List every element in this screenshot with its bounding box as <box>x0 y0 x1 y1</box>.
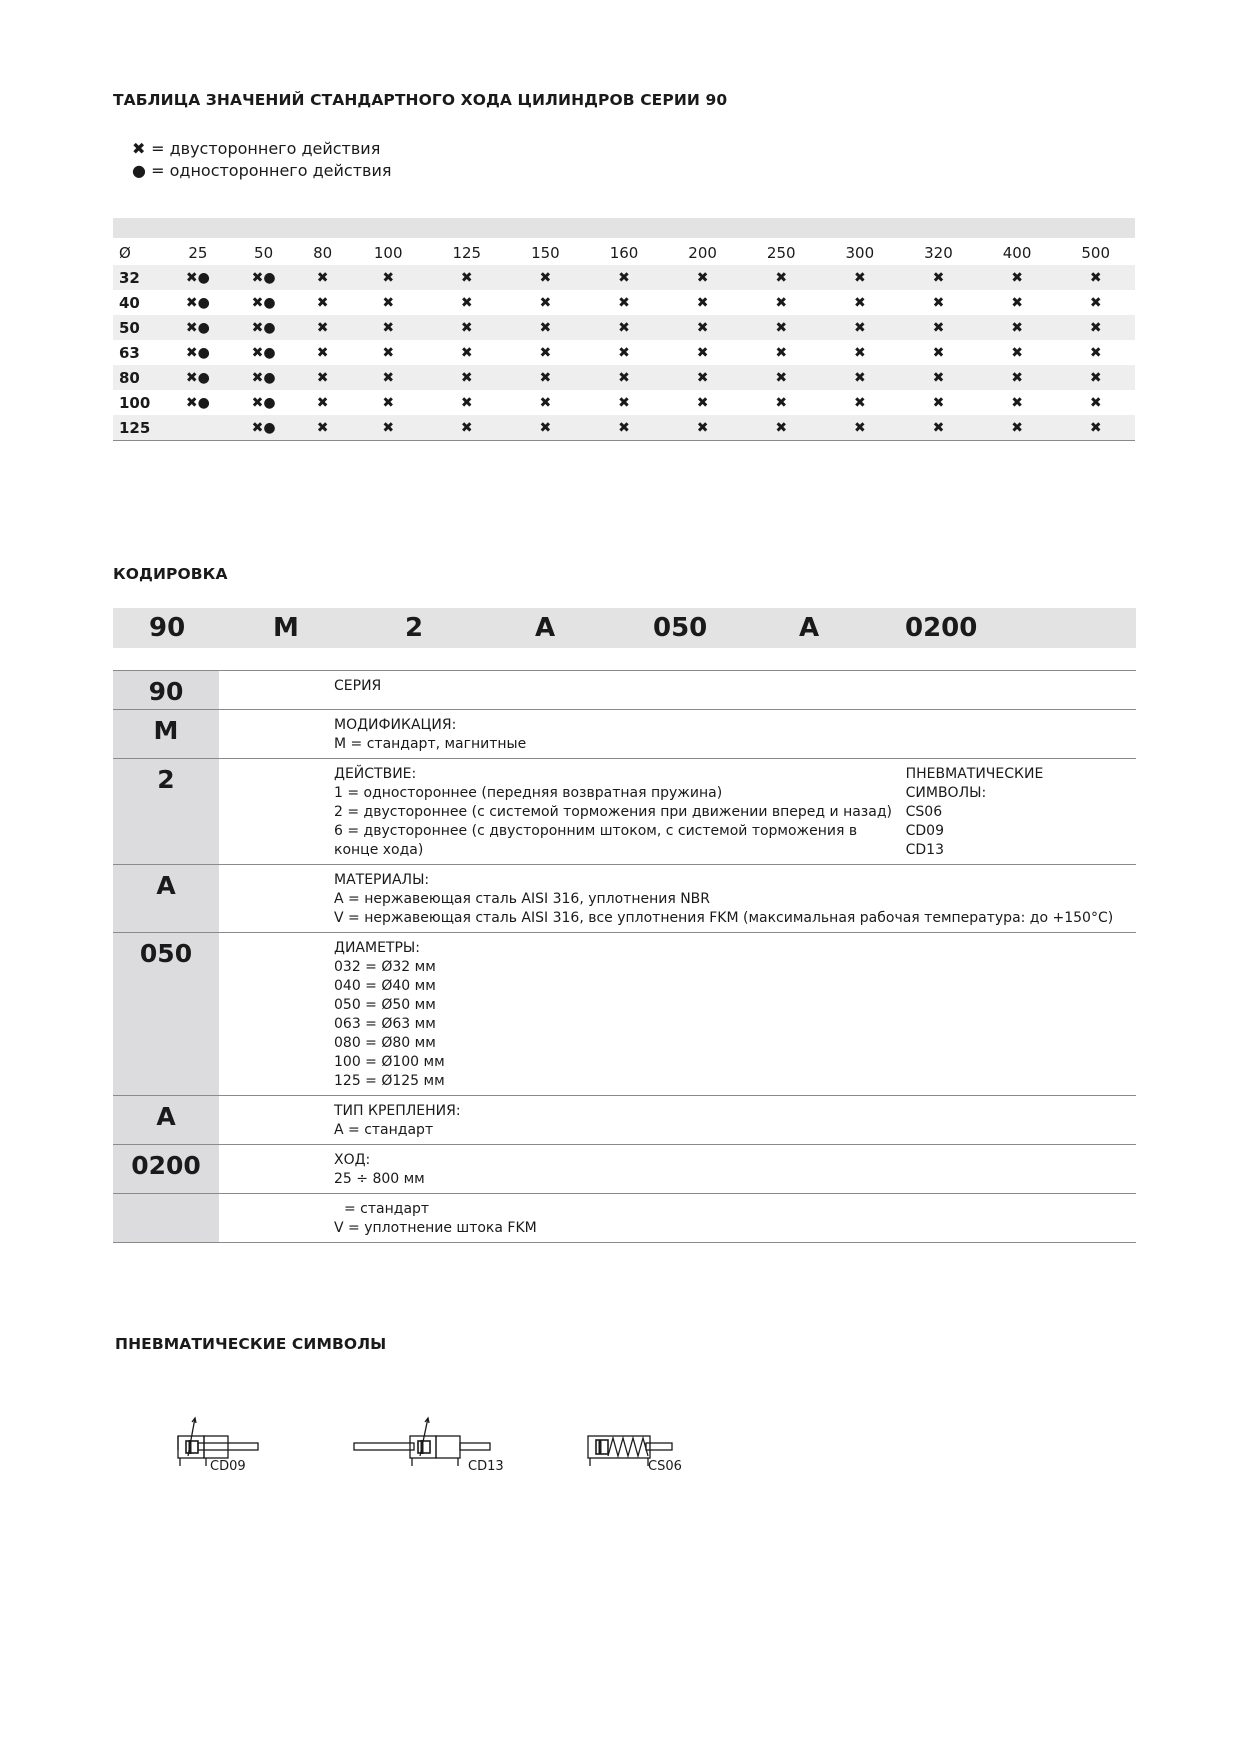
stroke-availability-cell: ✖ <box>853 394 866 411</box>
coding-row-materials <box>113 865 1136 933</box>
stroke-availability-cell: ✖ <box>821 415 900 441</box>
desc-line: 2 = двустороннее (с системой торможения при движении вперед и назад) <box>334 804 892 820</box>
stroke-column-header: 100 <box>373 243 403 262</box>
stroke-column-header: 250 <box>766 243 796 262</box>
diameter-cell: 125 <box>113 415 165 441</box>
stroke-column-header: 500 <box>1081 243 1110 262</box>
legend-item-double <box>132 138 391 160</box>
stroke-availability-cell: ✖ <box>1089 294 1102 311</box>
stroke-availability-cell: ✖ <box>932 294 945 311</box>
stroke-availability-cell: ✖● <box>231 365 297 390</box>
code-mounting: A <box>799 613 820 643</box>
stroke-availability-cell: ✖ <box>506 365 585 390</box>
stroke-availability-cell: ✖● <box>251 294 276 311</box>
diameter-cell: 63 <box>119 343 140 362</box>
stroke-availability-cell: ✖ <box>585 265 664 290</box>
stroke-availability-cell: ✖ <box>506 315 585 340</box>
desc-line: ДЕЙСТВИЕ: <box>334 766 417 782</box>
desc-line: 080 = Ø80 мм <box>334 1035 436 1051</box>
coding-key: 90 <box>113 671 219 710</box>
stroke-availability-cell: ✖ <box>932 394 945 411</box>
desc-line: 6 = двустороннее (с двусторонним штоком, с системой торможения в конце хода) <box>334 823 858 858</box>
desc-line: A = стандарт <box>334 1122 434 1138</box>
stroke-availability-cell: ✖ <box>663 315 742 340</box>
stroke-availability-cell: ✖● <box>165 265 231 290</box>
diameter-cell: 40 <box>119 293 140 312</box>
stroke-availability-cell: ✖ <box>978 365 1057 390</box>
desc-line: = стандарт <box>344 1201 430 1217</box>
stroke-availability-cell: ✖ <box>460 394 473 411</box>
stroke-availability-cell: ✖ <box>349 315 428 340</box>
stroke-table-header <box>113 240 1135 265</box>
stroke-availability-cell: ✖ <box>316 294 329 311</box>
cs06-label: CS06 <box>648 1459 682 1474</box>
desc-line: V = нержавеющая сталь AISI 316, все уплотнения FKM (максимальная рабочая температура: до +150°C) <box>334 910 1114 926</box>
stroke-availability-cell: ✖ <box>585 315 664 340</box>
stroke-availability-cell: ✖ <box>899 415 978 441</box>
stroke-column-header: 80 <box>313 243 333 262</box>
stroke-table-row <box>113 315 1135 340</box>
stroke-availability-cell: ✖ <box>1056 365 1135 390</box>
coding-key <box>113 1194 219 1243</box>
stroke-table-header-band <box>113 218 1135 238</box>
coding-key: A <box>113 865 219 933</box>
stroke-table-row <box>113 290 1135 315</box>
coding-key: 050 <box>113 933 219 1096</box>
coding-table <box>113 670 1136 1243</box>
stroke-availability-cell <box>165 415 231 441</box>
desc-line: 063 = Ø63 мм <box>334 1016 436 1032</box>
stroke-availability-cell: ✖ <box>978 315 1057 340</box>
stroke-availability-cell: ✖ <box>1089 344 1102 361</box>
stroke-availability-cell: ✖ <box>539 294 552 311</box>
stroke-availability-cell: ✖ <box>899 265 978 290</box>
stroke-availability-cell: ✖● <box>231 315 297 340</box>
stroke-availability-cell: ✖ <box>1011 294 1023 311</box>
stroke-availability-cell: ✖ <box>296 265 348 290</box>
stroke-availability-cell: ✖ <box>853 344 866 361</box>
coding-desc <box>219 759 1136 865</box>
stroke-column-header: 25 <box>188 243 208 262</box>
stroke-availability-cell: ✖ <box>932 344 945 361</box>
stroke-availability-cell: ✖ <box>899 365 978 390</box>
desc-line: V = уплотнение штока FKM <box>334 1220 537 1236</box>
stroke-availability-cell: ✖ <box>696 394 709 411</box>
diameter-cell: 32 <box>113 265 165 290</box>
stroke-table-title: ТАБЛИЦА ЗНАЧЕНИЙ СТАНДАРТНОГО ХОДА ЦИЛИНДРОВ СЕРИИ 90 <box>113 91 728 109</box>
coding-desc <box>219 865 1136 933</box>
legend-text: = одностороннего действия <box>151 161 392 180</box>
code-modification: M <box>273 613 299 643</box>
stroke-availability-cell: ✖● <box>185 344 210 361</box>
stroke-availability-cell: ✖ <box>316 344 329 361</box>
stroke-availability-cell: ✖ <box>1056 415 1135 441</box>
stroke-availability-cell: ✖ <box>1011 394 1023 411</box>
stroke-availability-cell: ✖ <box>460 294 473 311</box>
symbols-line: CS06 <box>905 804 943 820</box>
cd09-label: CD09 <box>210 1459 246 1474</box>
coding-row-diameters <box>113 933 1136 1096</box>
stroke-table-row <box>113 265 1135 290</box>
coding-row-action <box>113 759 1136 865</box>
stroke-availability-cell: ✖ <box>427 365 506 390</box>
stroke-availability-cell: ✖● <box>231 265 297 290</box>
stroke-availability-cell: ✖ <box>618 294 630 311</box>
stroke-availability-cell: ✖ <box>585 415 664 441</box>
stroke-availability-cell: ✖ <box>696 344 709 361</box>
symbols-line: ПНЕВМАТИЧЕСКИЕ СИМВОЛЫ: <box>905 766 1044 801</box>
coding-row-series <box>113 671 1136 710</box>
stroke-availability-cell: ✖● <box>165 315 231 340</box>
stroke-availability-cell: ✖● <box>165 365 231 390</box>
stroke-availability-cell: ✖ <box>539 344 552 361</box>
stroke-table-row <box>113 415 1135 441</box>
desc-line: 125 = Ø125 мм <box>334 1073 445 1089</box>
stroke-column-header: 400 <box>1002 243 1032 262</box>
stroke-availability-cell: ✖ <box>1056 265 1135 290</box>
coding-desc <box>219 710 1136 759</box>
diameter-column-header: Ø <box>119 243 131 262</box>
stroke-column-header: 300 <box>845 243 875 262</box>
stroke-availability-cell: ✖ <box>316 394 329 411</box>
stroke-availability-cell: ✖ <box>853 294 866 311</box>
stroke-availability-cell: ✖ <box>427 315 506 340</box>
desc-line: 100 = Ø100 мм <box>334 1054 445 1070</box>
stroke-availability-cell: ✖ <box>382 394 395 411</box>
stroke-availability-cell: ✖ <box>978 415 1057 441</box>
desc-line: ДИАМЕТРЫ: <box>334 940 420 956</box>
cd13-label: CD13 <box>468 1459 504 1474</box>
stroke-column-header: 200 <box>688 243 717 262</box>
stroke-availability-cell: ✖ <box>821 315 900 340</box>
desc-line: СЕРИЯ <box>334 678 382 694</box>
stroke-availability-cell: ✖ <box>1089 394 1102 411</box>
stroke-availability-cell: ✖ <box>775 344 788 361</box>
coding-desc <box>219 1096 1136 1145</box>
desc-line: 1 = одностороннее (передняя возвратная пружина) <box>334 785 723 801</box>
stroke-availability-cell: ✖ <box>696 294 709 311</box>
desc-line: 050 = Ø50 мм <box>334 997 436 1013</box>
stroke-column-header: 125 <box>452 243 482 262</box>
stroke-availability-cell: ✖ <box>460 344 473 361</box>
stroke-availability-cell: ✖ <box>539 394 552 411</box>
desc-line: 25 ÷ 800 мм <box>334 1171 425 1187</box>
stroke-availability-cell: ✖● <box>231 415 297 441</box>
stroke-availability-cell: ✖ <box>663 265 742 290</box>
stroke-availability-cell: ✖ <box>821 365 900 390</box>
coding-key: 0200 <box>113 1145 219 1194</box>
coding-key: 2 <box>113 759 219 865</box>
stroke-availability-cell: ✖ <box>382 344 395 361</box>
coding-row-stroke <box>113 1145 1136 1194</box>
stroke-table-row <box>113 365 1135 390</box>
coding-key: A <box>113 1096 219 1145</box>
code-example-band <box>113 608 1136 648</box>
diameter-cell: 80 <box>113 365 165 390</box>
stroke-availability-cell: ✖ <box>1056 315 1135 340</box>
code-material: A <box>535 613 556 643</box>
stroke-availability-cell: ✖● <box>251 394 276 411</box>
stroke-availability-cell: ✖ <box>427 265 506 290</box>
stroke-availability-cell: ✖ <box>349 365 428 390</box>
symbols-title: ПНЕВМАТИЧЕСКИЕ СИМВОЛЫ <box>115 1335 387 1353</box>
legend-text: = двустороннего действия <box>151 139 381 158</box>
coding-desc <box>219 671 1136 710</box>
stroke-availability-cell: ✖● <box>185 294 210 311</box>
stroke-availability-cell: ✖ <box>585 365 664 390</box>
legend-item-single <box>132 160 391 182</box>
stroke-availability-cell: ✖ <box>1011 344 1023 361</box>
code-series: 90 <box>149 613 186 643</box>
desc-line: ХОД: <box>334 1152 371 1168</box>
stroke-availability-cell: ✖ <box>296 365 348 390</box>
coding-title: КОДИРОВКА <box>113 565 228 583</box>
legend <box>132 138 391 182</box>
stroke-availability-cell: ✖● <box>251 344 276 361</box>
diameter-cell: 50 <box>113 315 165 340</box>
diameter-cell: 100 <box>119 393 151 412</box>
code-stroke: 0200 <box>905 613 978 643</box>
coding-desc <box>219 933 1136 1096</box>
code-diameter: 050 <box>653 613 708 643</box>
cross-icon: ✖ <box>132 139 146 158</box>
coding-desc <box>219 1145 1136 1194</box>
stroke-availability-cell: ✖ <box>296 315 348 340</box>
stroke-column-header: 150 <box>531 243 560 262</box>
stroke-availability-cell: ✖ <box>821 265 900 290</box>
stroke-availability-cell: ✖ <box>899 315 978 340</box>
stroke-table-row <box>113 340 1135 365</box>
stroke-availability-cell: ✖ <box>296 415 348 441</box>
stroke-table-row <box>113 390 1135 415</box>
coding-desc <box>219 1194 1136 1243</box>
stroke-column-header: 320 <box>924 243 953 262</box>
stroke-availability-cell: ✖ <box>663 415 742 441</box>
stroke-availability-cell: ✖ <box>742 365 821 390</box>
code-action: 2 <box>405 613 424 643</box>
stroke-availability-cell: ✖ <box>978 265 1057 290</box>
coding-row-seal <box>113 1194 1136 1243</box>
dot-icon: ● <box>132 161 146 180</box>
stroke-availability-cell: ✖● <box>185 394 210 411</box>
desc-line: МАТЕРИАЛЫ: <box>334 872 430 888</box>
stroke-availability-cell: ✖ <box>742 415 821 441</box>
stroke-availability-cell: ✖ <box>775 394 788 411</box>
stroke-availability-cell: ✖ <box>349 265 428 290</box>
desc-line: 032 = Ø32 мм <box>334 959 436 975</box>
desc-line: A = нержавеющая сталь AISI 316, уплотнения NBR <box>334 891 711 907</box>
stroke-column-header: 50 <box>254 243 274 262</box>
stroke-availability-cell: ✖ <box>506 415 585 441</box>
stroke-availability-cell: ✖ <box>742 315 821 340</box>
desc-line: M = стандарт, магнитные <box>334 736 527 752</box>
stroke-availability-cell: ✖ <box>775 294 788 311</box>
coding-key: M <box>113 710 219 759</box>
stroke-availability-cell: ✖ <box>618 344 630 361</box>
stroke-table <box>113 240 1135 441</box>
desc-line: 040 = Ø40 мм <box>334 978 436 994</box>
stroke-availability-cell: ✖ <box>382 294 395 311</box>
desc-line: МОДИФИКАЦИЯ: <box>334 717 457 733</box>
stroke-availability-cell: ✖ <box>742 265 821 290</box>
coding-row-mounting <box>113 1096 1136 1145</box>
stroke-availability-cell: ✖ <box>427 415 506 441</box>
stroke-column-header: 160 <box>609 243 639 262</box>
stroke-availability-cell: ✖ <box>663 365 742 390</box>
stroke-availability-cell: ✖ <box>618 394 630 411</box>
stroke-availability-cell: ✖ <box>349 415 428 441</box>
symbols-line: CD13 <box>905 842 944 858</box>
stroke-availability-cell: ✖ <box>506 265 585 290</box>
coding-row-modification <box>113 710 1136 759</box>
symbols-line: CD09 <box>905 823 944 839</box>
desc-line: ТИП КРЕПЛЕНИЯ: <box>334 1103 461 1119</box>
